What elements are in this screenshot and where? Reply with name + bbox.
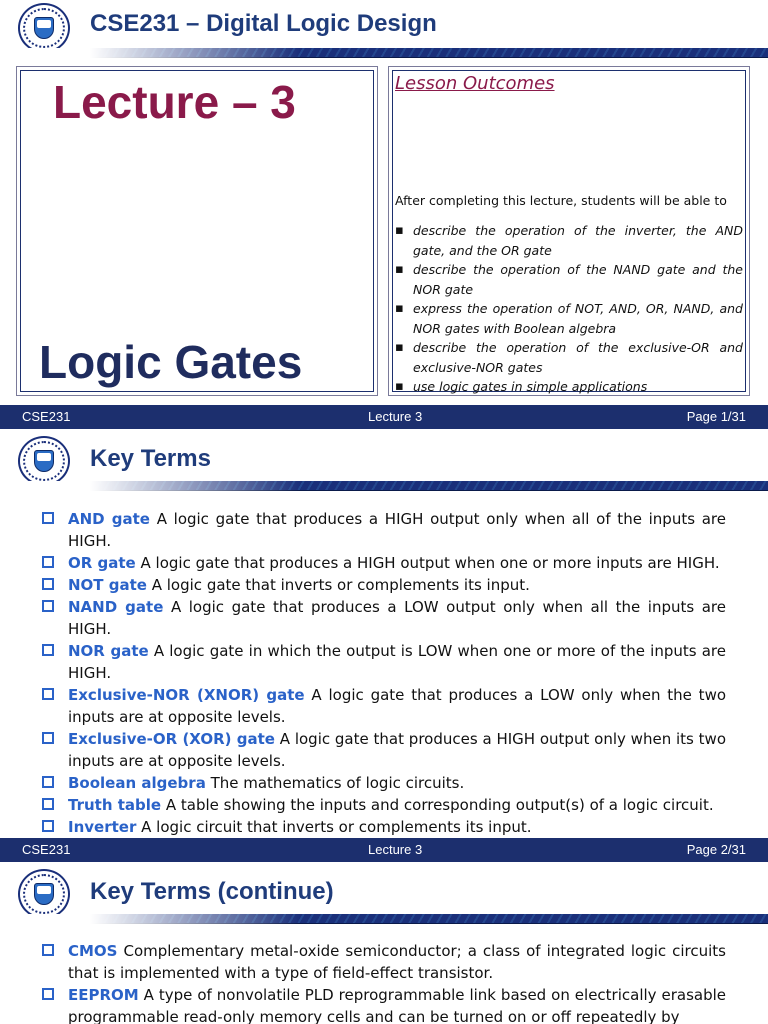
slide-footer: [0, 405, 768, 429]
definition: A logic gate that produces a HIGH output only when its two inputs are at opposite levels.: [68, 730, 726, 770]
checkbox-outline-icon: [42, 556, 54, 568]
definition: A type of nonvolatile PLD reprogrammable link based on electrically erasable programmable read-only memory cells and can be turned on or off repeatedly by: [68, 986, 726, 1024]
footer-course: CSE231: [22, 842, 71, 857]
slide-2: [0, 433, 768, 866]
term: AND gate: [68, 510, 150, 528]
footer-course: CSE231: [22, 409, 71, 424]
term: Exclusive-OR (XOR) gate: [68, 730, 275, 748]
checkbox-outline-icon: [42, 732, 54, 744]
term: EEPROM: [68, 986, 139, 1004]
slide-title: Key Terms (continue): [90, 878, 334, 905]
list-item: [40, 984, 726, 1024]
list-item: [40, 940, 726, 984]
list-item: ▪ describe the operation of the NAND gate and the NOR gate: [395, 260, 743, 299]
university-seal-logo: [18, 436, 70, 486]
checkbox-outline-icon: [42, 988, 54, 1000]
checkbox-outline-icon: [42, 644, 54, 656]
definition: The mathematics of logic circuits.: [205, 774, 465, 792]
list-item: [40, 508, 726, 552]
title-box: [16, 66, 378, 396]
checkbox-outline-icon: [42, 820, 54, 832]
list-item: ▪ describe the operation of the inverter, the AND gate, and the OR gate: [395, 221, 743, 260]
checkbox-outline-icon: [42, 944, 54, 956]
slide-3: [0, 866, 768, 1024]
footer-page: Page 1/31: [686, 409, 746, 424]
definition: A logic gate that produces a HIGH output only when all of the inputs are HIGH.: [68, 510, 726, 550]
outcomes-list: [395, 221, 743, 397]
term: Truth table: [68, 796, 162, 814]
footer-page: Page 2/31: [686, 842, 746, 857]
lesson-outcomes-box: [388, 66, 750, 396]
definition: A table showing the inputs and corresponding output(s) of a logic circuit.: [161, 796, 714, 814]
list-item: [40, 728, 726, 772]
slide-footer: [0, 838, 768, 862]
slide-header: [0, 866, 768, 922]
definition: A logic gate that produces a LOW only when the two inputs are at opposite levels.: [68, 686, 727, 726]
term: OR gate: [68, 554, 136, 572]
list-item: [40, 574, 726, 596]
checkbox-outline-icon: [42, 798, 54, 810]
university-seal-logo: [18, 3, 70, 53]
definition: A logic gate in which the output is LOW when one or more of the inputs are HIGH.: [68, 642, 726, 682]
list-item: [40, 794, 726, 816]
list-item: ▪ describe the operation of the exclusive-OR and exclusive-NOR gates: [395, 338, 743, 377]
definition: A logic gate that produces a LOW output only when all the inputs are HIGH.: [68, 598, 727, 638]
footer-lecture: Lecture 3: [368, 409, 423, 424]
list-item: [40, 640, 726, 684]
slide-header: [0, 0, 768, 56]
list-item: ▪ use logic gates in simple applications: [395, 377, 743, 397]
term: CMOS: [68, 942, 118, 960]
list-item: ▪ express the operation of NOT, AND, OR, NAND, and NOR gates with Boolean algebra: [395, 299, 743, 338]
slide-1: [0, 0, 768, 433]
lecture-heading: Lecture – 3: [53, 76, 296, 128]
definition: A logic gate that produces a HIGH output when one or more inputs are HIGH.: [135, 554, 720, 572]
term: Inverter: [68, 818, 137, 836]
checkbox-outline-icon: [42, 688, 54, 700]
lesson-outcomes-title: Lesson Outcomes: [395, 73, 555, 94]
checkbox-outline-icon: [42, 600, 54, 612]
list-item: [40, 596, 726, 640]
term: NAND gate: [68, 598, 164, 616]
course-title: CSE231 – Digital Logic Design: [90, 10, 437, 37]
list-item: [40, 816, 726, 838]
slide-header: [0, 433, 768, 489]
slide-title: Key Terms: [90, 445, 211, 472]
topic-heading: Logic Gates: [39, 336, 303, 388]
checkbox-outline-icon: [42, 512, 54, 524]
definition: A logic circuit that inverts or complements its input.: [136, 818, 532, 836]
university-seal-logo: [18, 869, 70, 919]
list-item: [40, 684, 726, 728]
checkbox-outline-icon: [42, 578, 54, 590]
term: Boolean algebra: [68, 774, 206, 792]
checkbox-outline-icon: [42, 776, 54, 788]
term: NOR gate: [68, 642, 149, 660]
key-terms-list: [40, 508, 726, 838]
footer-lecture: Lecture 3: [368, 842, 423, 857]
outcomes-intro: After completing this lecture, students will be able to: [395, 193, 727, 208]
list-item: [40, 552, 726, 574]
term: Exclusive-NOR (XNOR) gate: [68, 686, 305, 704]
key-terms-list: [40, 940, 726, 1024]
definition: A logic gate that inverts or complements its input.: [146, 576, 530, 594]
list-item: [40, 772, 726, 794]
definition: Complementary metal-oxide semiconductor; a class of integrated logic circuits that is implemented with a type of field-effect transistor.: [68, 942, 726, 982]
term: NOT gate: [68, 576, 147, 594]
